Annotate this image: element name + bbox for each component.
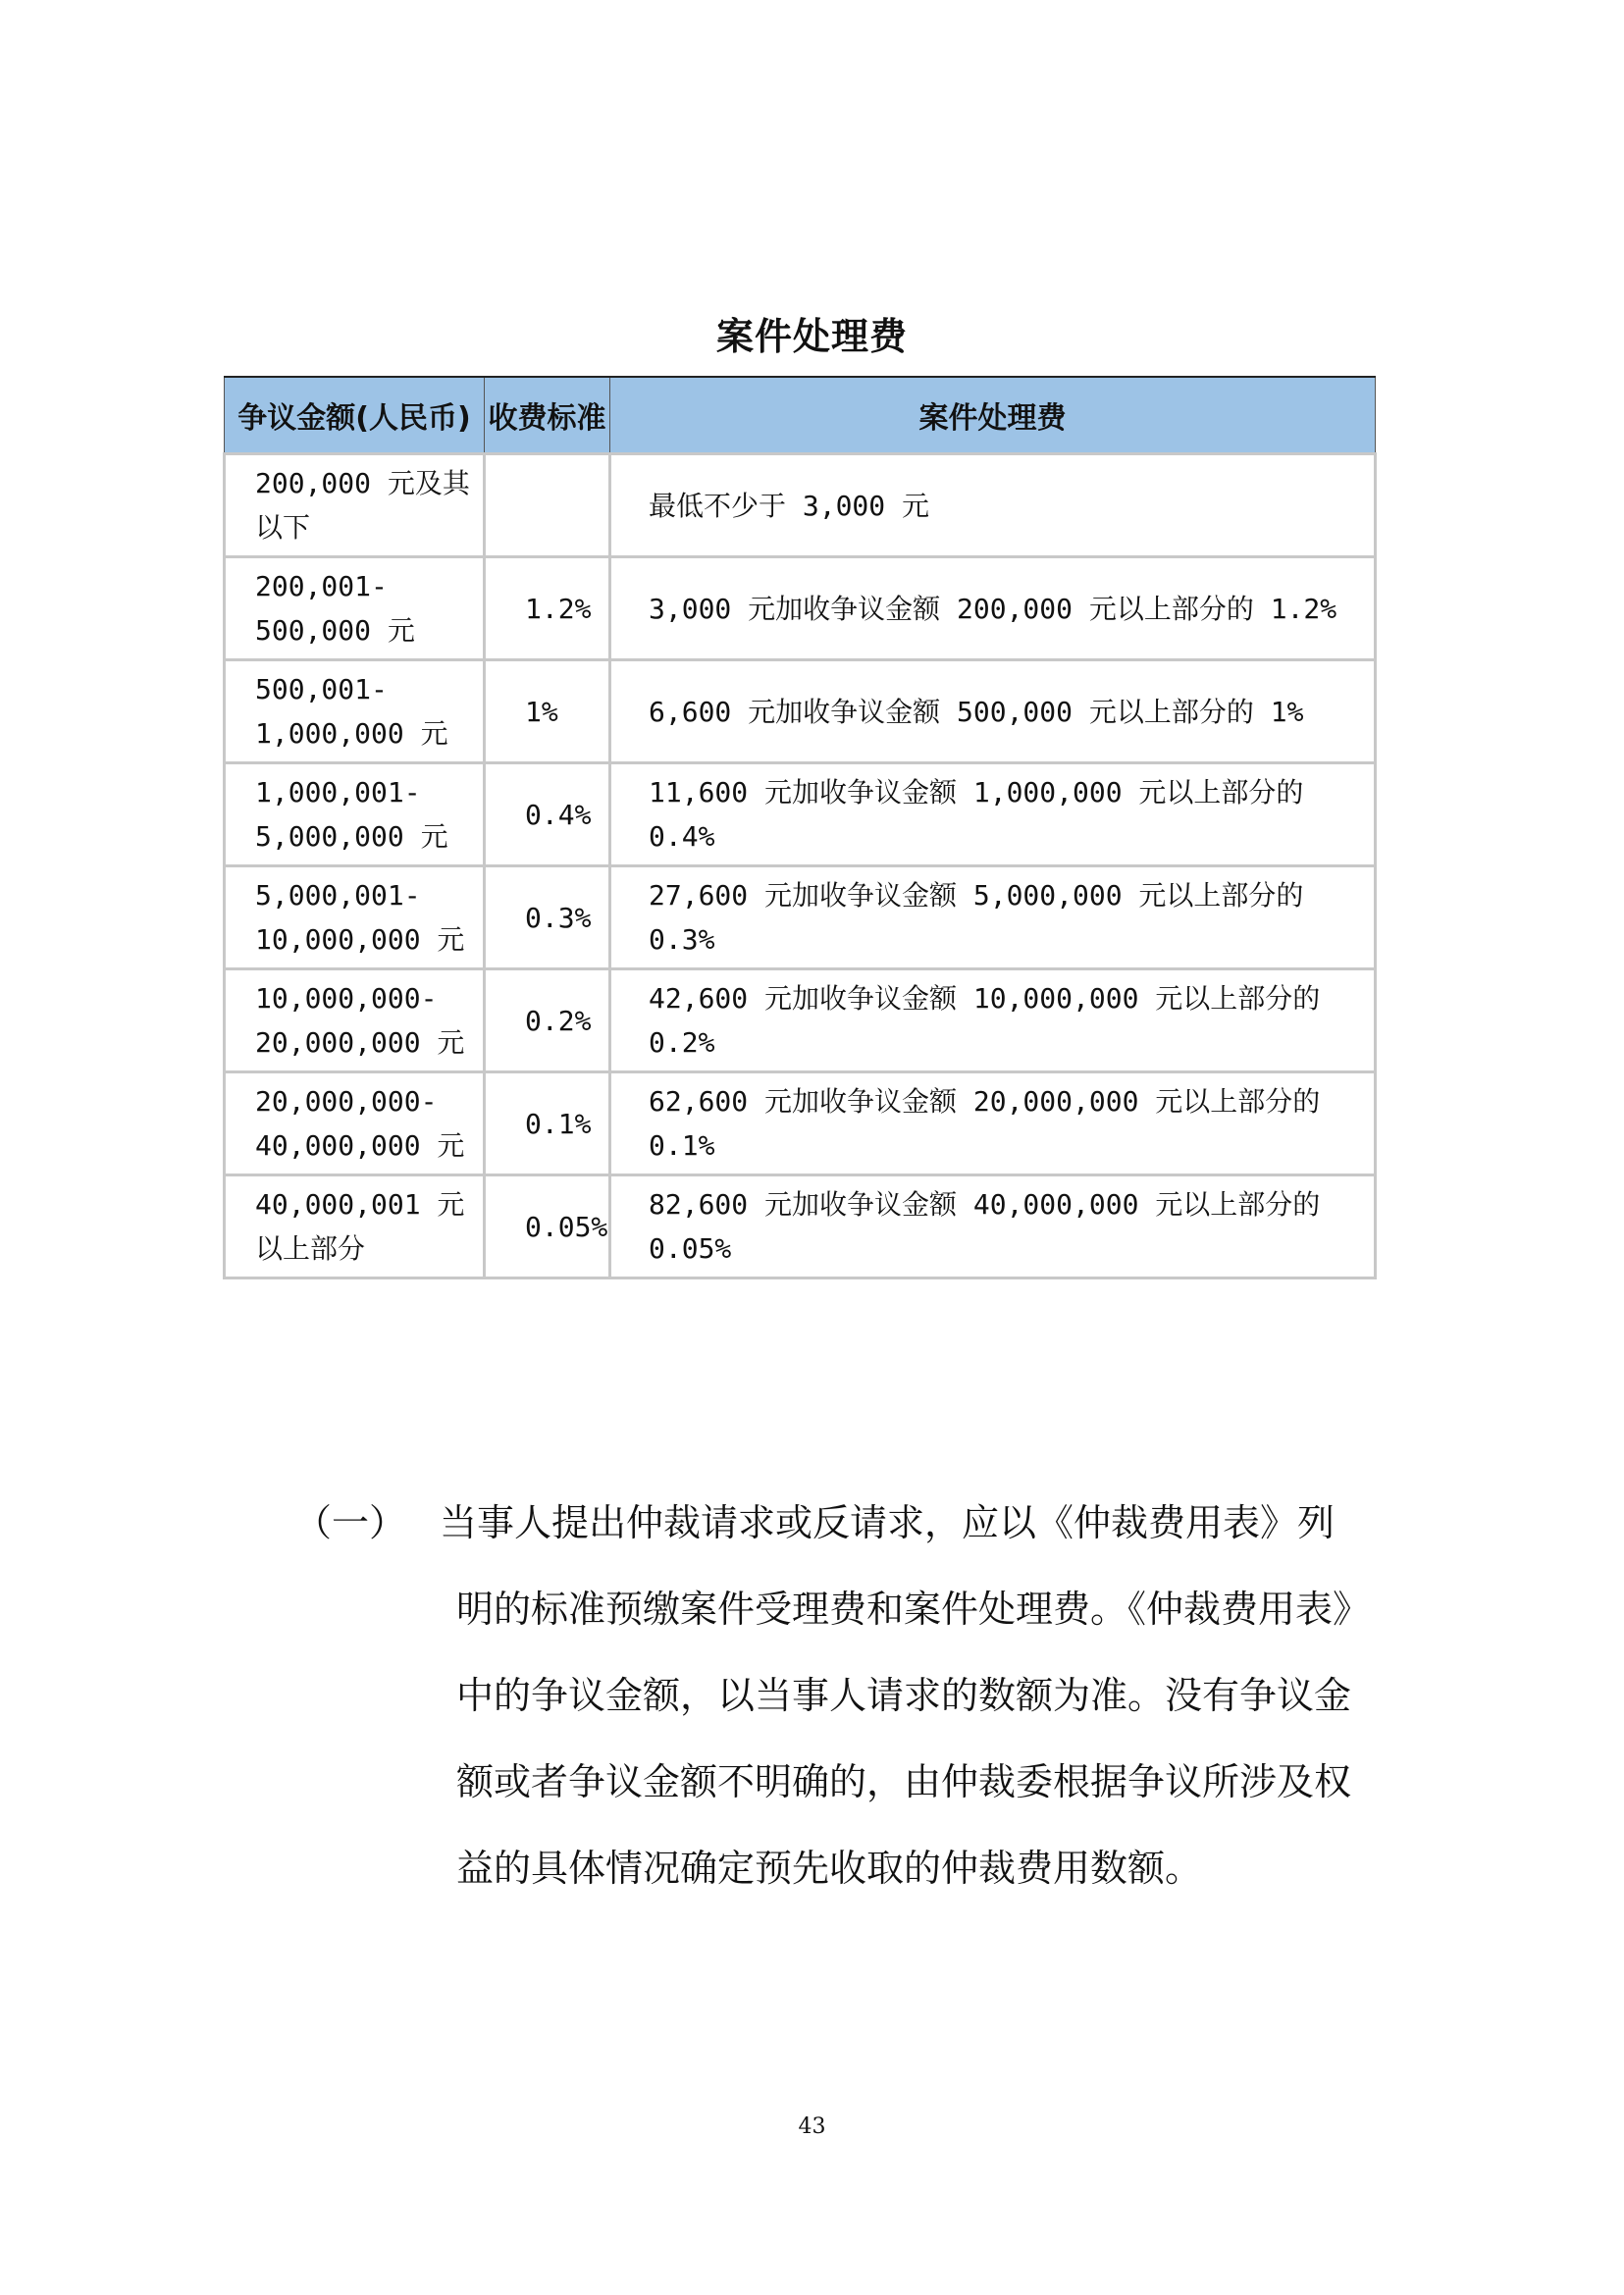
header-case-fee: 案件处理费 (610, 377, 1376, 454)
table-row (225, 660, 1376, 763)
cell-rate: 1% (485, 660, 610, 763)
table-header-row (225, 377, 1376, 454)
cell-fee: 3,000 元加收争议金额 200,000 元以上部分的 1.2% (610, 557, 1376, 660)
page-number: 43 (798, 2114, 826, 2139)
cell-amount: 40,000,001 元以上部分 (225, 1175, 485, 1278)
case-fee-table (223, 376, 1377, 1279)
cell-amount: 10,000,000-20,000,000 元 (225, 969, 485, 1072)
paragraph-label: （一） (294, 1501, 407, 1544)
cell-fee: 27,600 元加收争议金额 5,000,000 元以上部分的 0.3% (610, 866, 1376, 969)
cell-rate: 0.4% (485, 763, 610, 866)
table-row (225, 866, 1376, 969)
cell-fee: 最低不少于 3,000 元 (610, 454, 1376, 557)
table-row (225, 557, 1376, 660)
cell-fee: 11,600 元加收争议金额 1,000,000 元以上部分的 0.4% (610, 763, 1376, 866)
cell-amount: 500,001-1,000,000 元 (225, 660, 485, 763)
cell-fee: 82,600 元加收争议金额 40,000,000 元以上部分的 0.05% (610, 1175, 1376, 1278)
paragraph-line: 当事人提出仲裁请求或反请求，应以《仲裁费用表》列 (440, 1501, 1336, 1544)
table-title: 案件处理费 (715, 315, 908, 358)
paragraph-line: 益的具体情况确定预先收取的仲裁费用数额。 (456, 1847, 1203, 1890)
cell-amount: 5,000,001-10,000,000 元 (225, 866, 485, 969)
cell-amount: 200,000 元及其以下 (225, 454, 485, 557)
table-row (225, 454, 1376, 557)
header-dispute-amount: 争议金额(人民币) (225, 377, 485, 454)
cell-fee: 42,600 元加收争议金额 10,000,000 元以上部分的 0.2% (610, 969, 1376, 1072)
header-rate: 收费标准 (485, 377, 610, 454)
cell-rate: 0.3% (485, 866, 610, 969)
paragraph-line: 中的争议金额，以当事人请求的数额为准。没有争议金 (456, 1674, 1352, 1717)
paragraph-line: 明的标准预缴案件受理费和案件处理费。《仲裁费用表》 (456, 1588, 1371, 1631)
paragraph-line: 额或者争议金额不明确的，由仲裁委根据争议所涉及权 (456, 1760, 1352, 1803)
table-row (225, 1072, 1376, 1175)
table-row (225, 969, 1376, 1072)
cell-rate: 0.1% (485, 1072, 610, 1175)
cell-fee: 6,600 元加收争议金额 500,000 元以上部分的 1% (610, 660, 1376, 763)
cell-amount: 1,000,001-5,000,000 元 (225, 763, 485, 866)
table-row (225, 1175, 1376, 1278)
cell-rate: 1.2% (485, 557, 610, 660)
cell-amount: 20,000,000-40,000,000 元 (225, 1072, 485, 1175)
cell-rate: 0.2% (485, 969, 610, 1072)
cell-amount: 200,001-500,000 元 (225, 557, 485, 660)
table-row (225, 763, 1376, 866)
cell-rate (485, 454, 610, 557)
cell-fee: 62,600 元加收争议金额 20,000,000 元以上部分的 0.1% (610, 1072, 1376, 1175)
cell-rate: 0.05% (485, 1175, 610, 1278)
